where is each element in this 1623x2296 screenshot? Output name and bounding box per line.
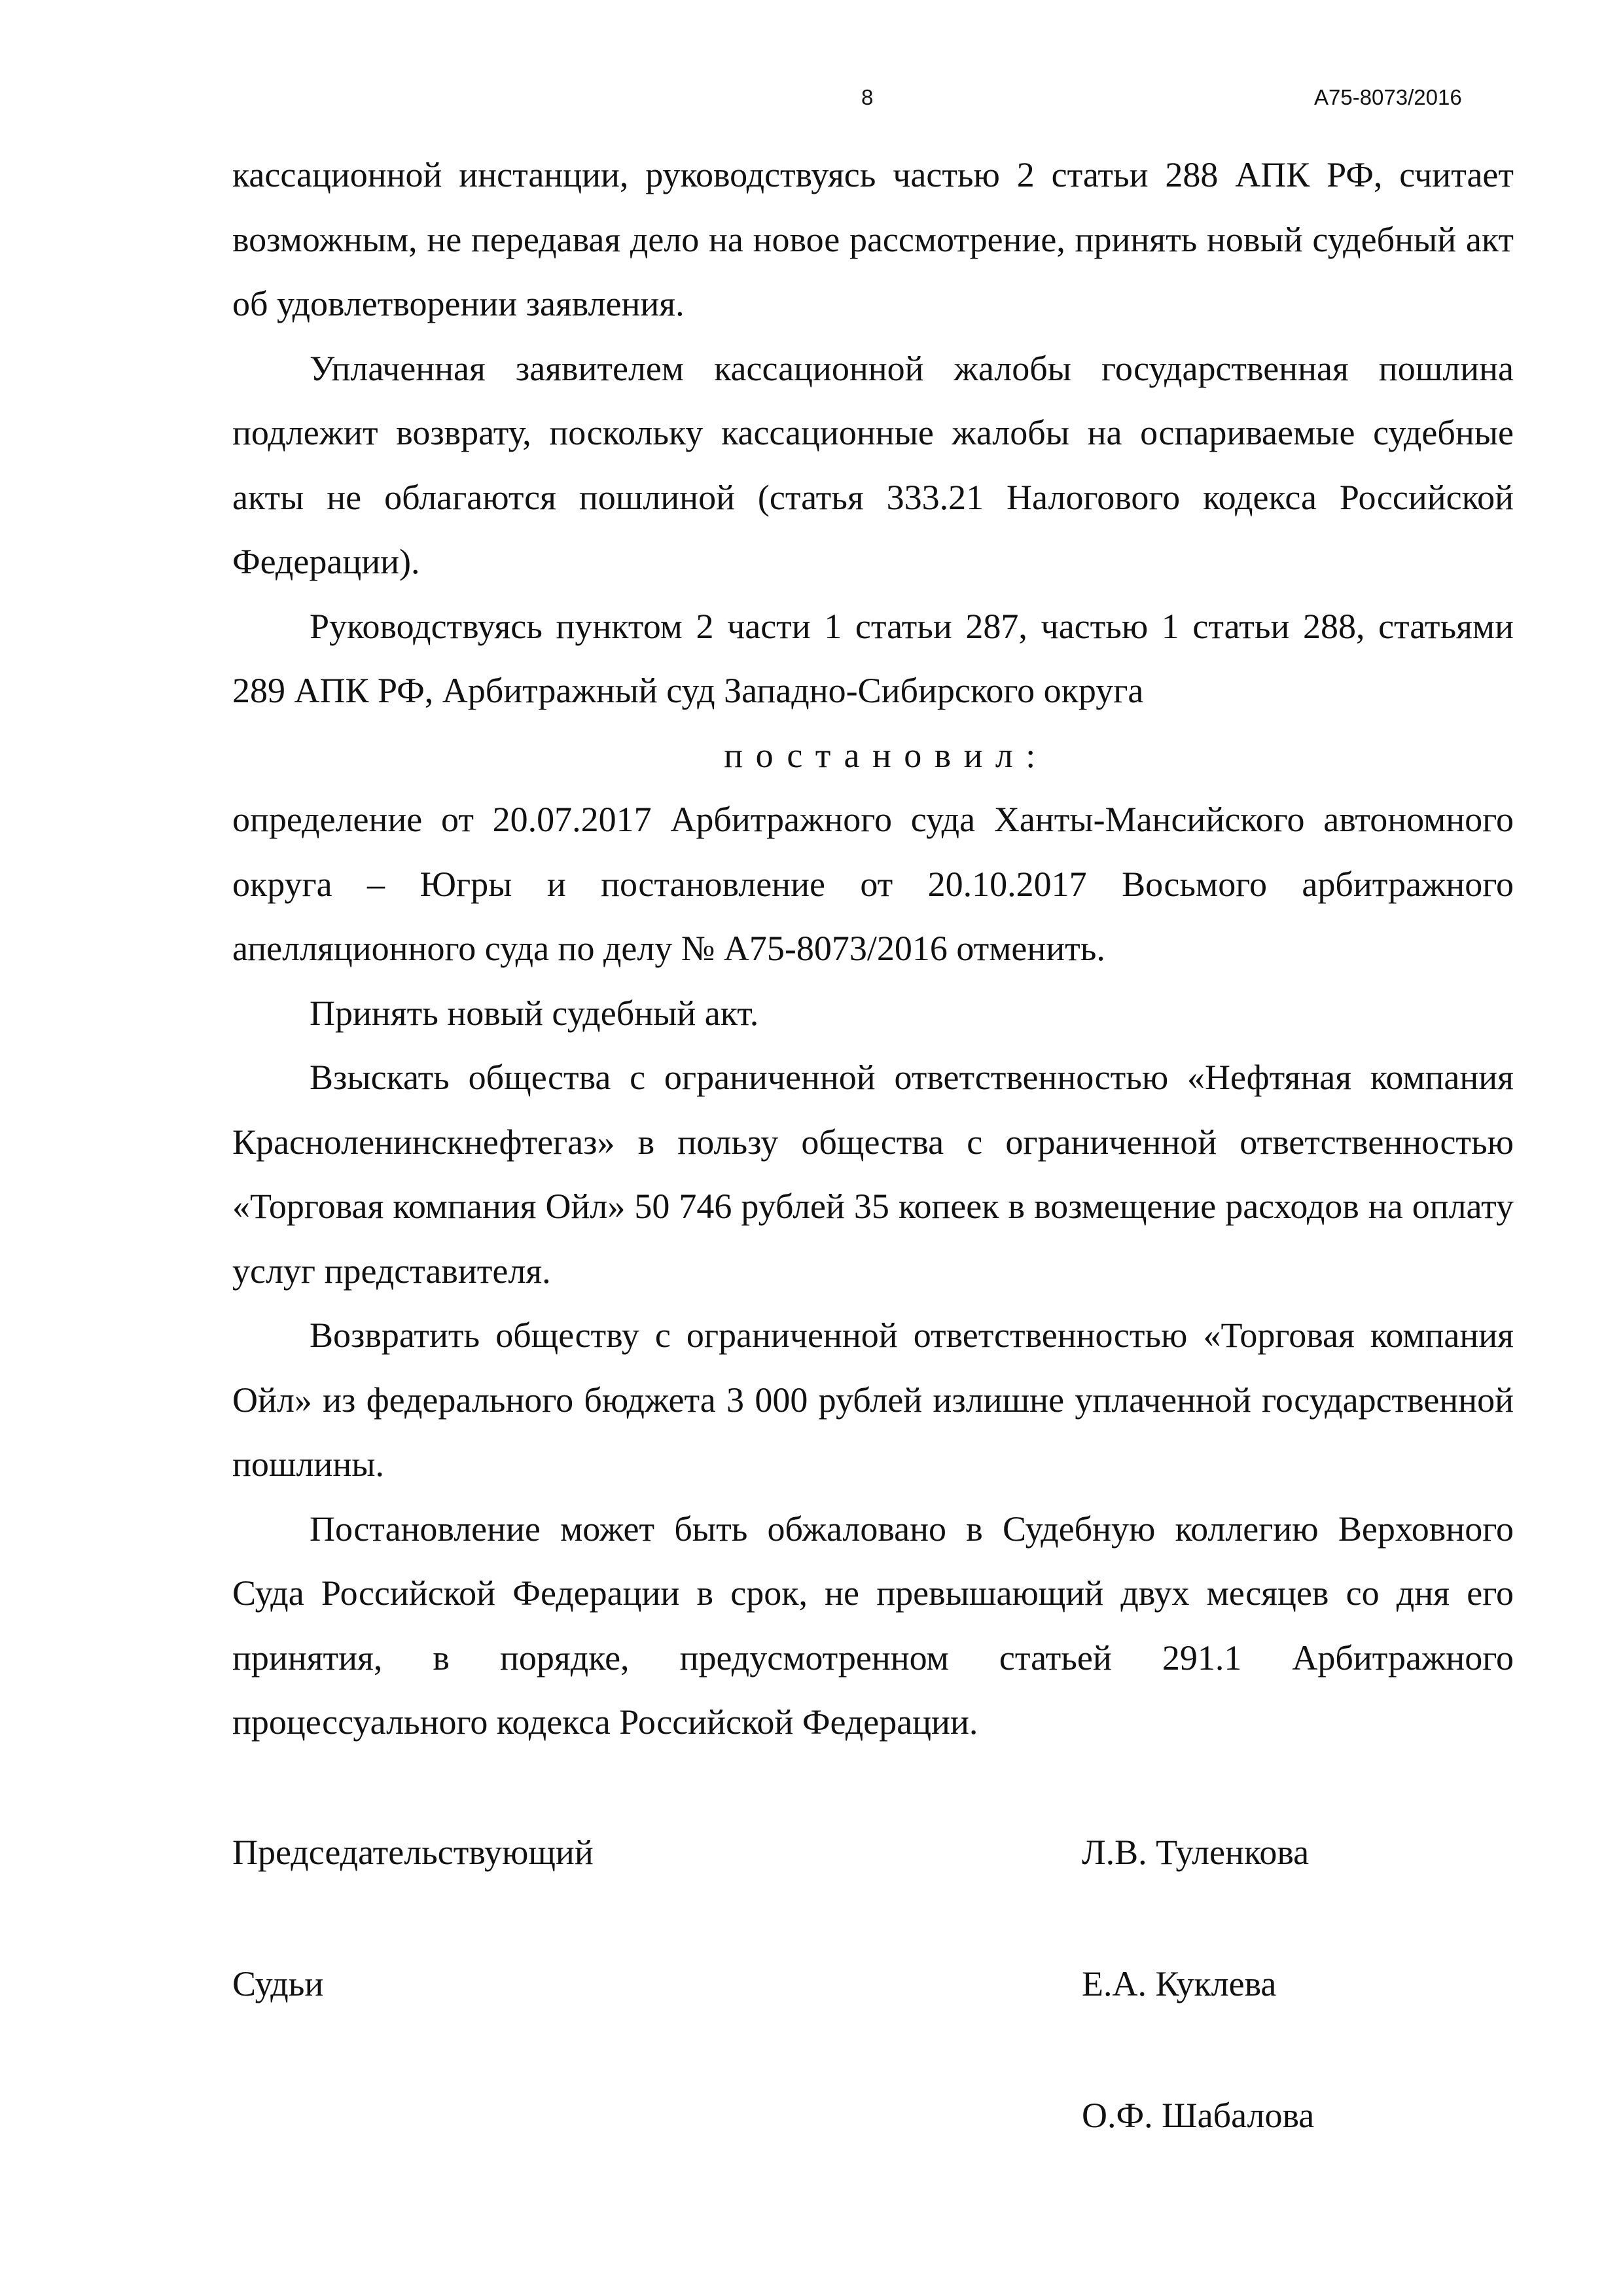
paragraph-recover-costs: Взыскать общества с ограниченной ответственностью «Нефтяная компания Красноленинскнефтегаз» в пользу общества с ограниченной ответственностью «Торговая компания Ойл» 50 746 рублей 35 копеек в возмещение расходов на оплату услуг представителя. bbox=[232, 1058, 1514, 1291]
signature-row-judge-2 bbox=[232, 2096, 1514, 2227]
case-number: А75-8073/2016 bbox=[1314, 85, 1462, 109]
page-number: 8 bbox=[861, 85, 874, 109]
judges-label: Судьи bbox=[232, 1964, 324, 2003]
paragraph-new-act: Принять новый судебный акт. bbox=[310, 993, 759, 1033]
signature-row-presiding bbox=[232, 1833, 1514, 1964]
judge-1-name: Е.А. Куклева bbox=[1082, 1964, 1277, 2003]
paragraph-appeal-notice: Постановление может быть обжаловано в Судебную коллегию Верховного Суда Российской Федерации в срок, не превышающий двух месяцев со дня его принятия, в порядке, предусмотренном статьей 291.1 Арбитражного процессуального кодекса Российской Федерации. bbox=[232, 1509, 1514, 1742]
paragraph-cancel-rulings: определение от 20.07.2017 Арбитражного суда Ханты-Мансийского автономного округа – Югры и постановление от 20.10.2017 Восьмого арбитражного апелляционного суда по делу № А75-8073/2016 отменить. bbox=[232, 800, 1514, 968]
paragraph-legal-basis: Руководствуясь пунктом 2 части 1 статьи 287, частью 1 статьи 288, статьями 289 АПК РФ, Арбитражный суд Западно-Сибирского округа bbox=[232, 606, 1514, 710]
paragraph-state-duty-refund: Уплаченная заявителем кассационной жалобы государственная пошлина подлежит возврату, поскольку кассационные жалобы на оспариваемые судебные акты не облагаются пошлиной (статья 333.21 Налогового кодекса Российской Федерации). bbox=[232, 348, 1514, 581]
judge-2-name: О.Ф. Шабалова bbox=[1082, 2096, 1315, 2135]
page-header bbox=[0, 85, 1623, 118]
paragraph-cassation-continuation: кассационной инстанции, руководствуясь частью 2 статьи 288 АПК РФ, считает возможным, не передавая дело на новое рассмотрение, принять новый судебный акт об удовлетворении заявления. bbox=[232, 155, 1514, 323]
paragraph-return-duty: Возвратить обществу с ограниченной ответственностью «Торговая компания Ойл» из федерального бюджета 3 000 рублей излишне уплаченной государственной пошлины. bbox=[232, 1316, 1514, 1484]
presiding-label: Председательствующий bbox=[232, 1833, 594, 1872]
decree-heading: постановил: bbox=[724, 735, 1048, 775]
document-body bbox=[232, 143, 1514, 1755]
signature-block bbox=[232, 1833, 1514, 2227]
presiding-judge-name: Л.В. Туленкова bbox=[1082, 1833, 1310, 1872]
signature-row-judge-1 bbox=[232, 1964, 1514, 2096]
